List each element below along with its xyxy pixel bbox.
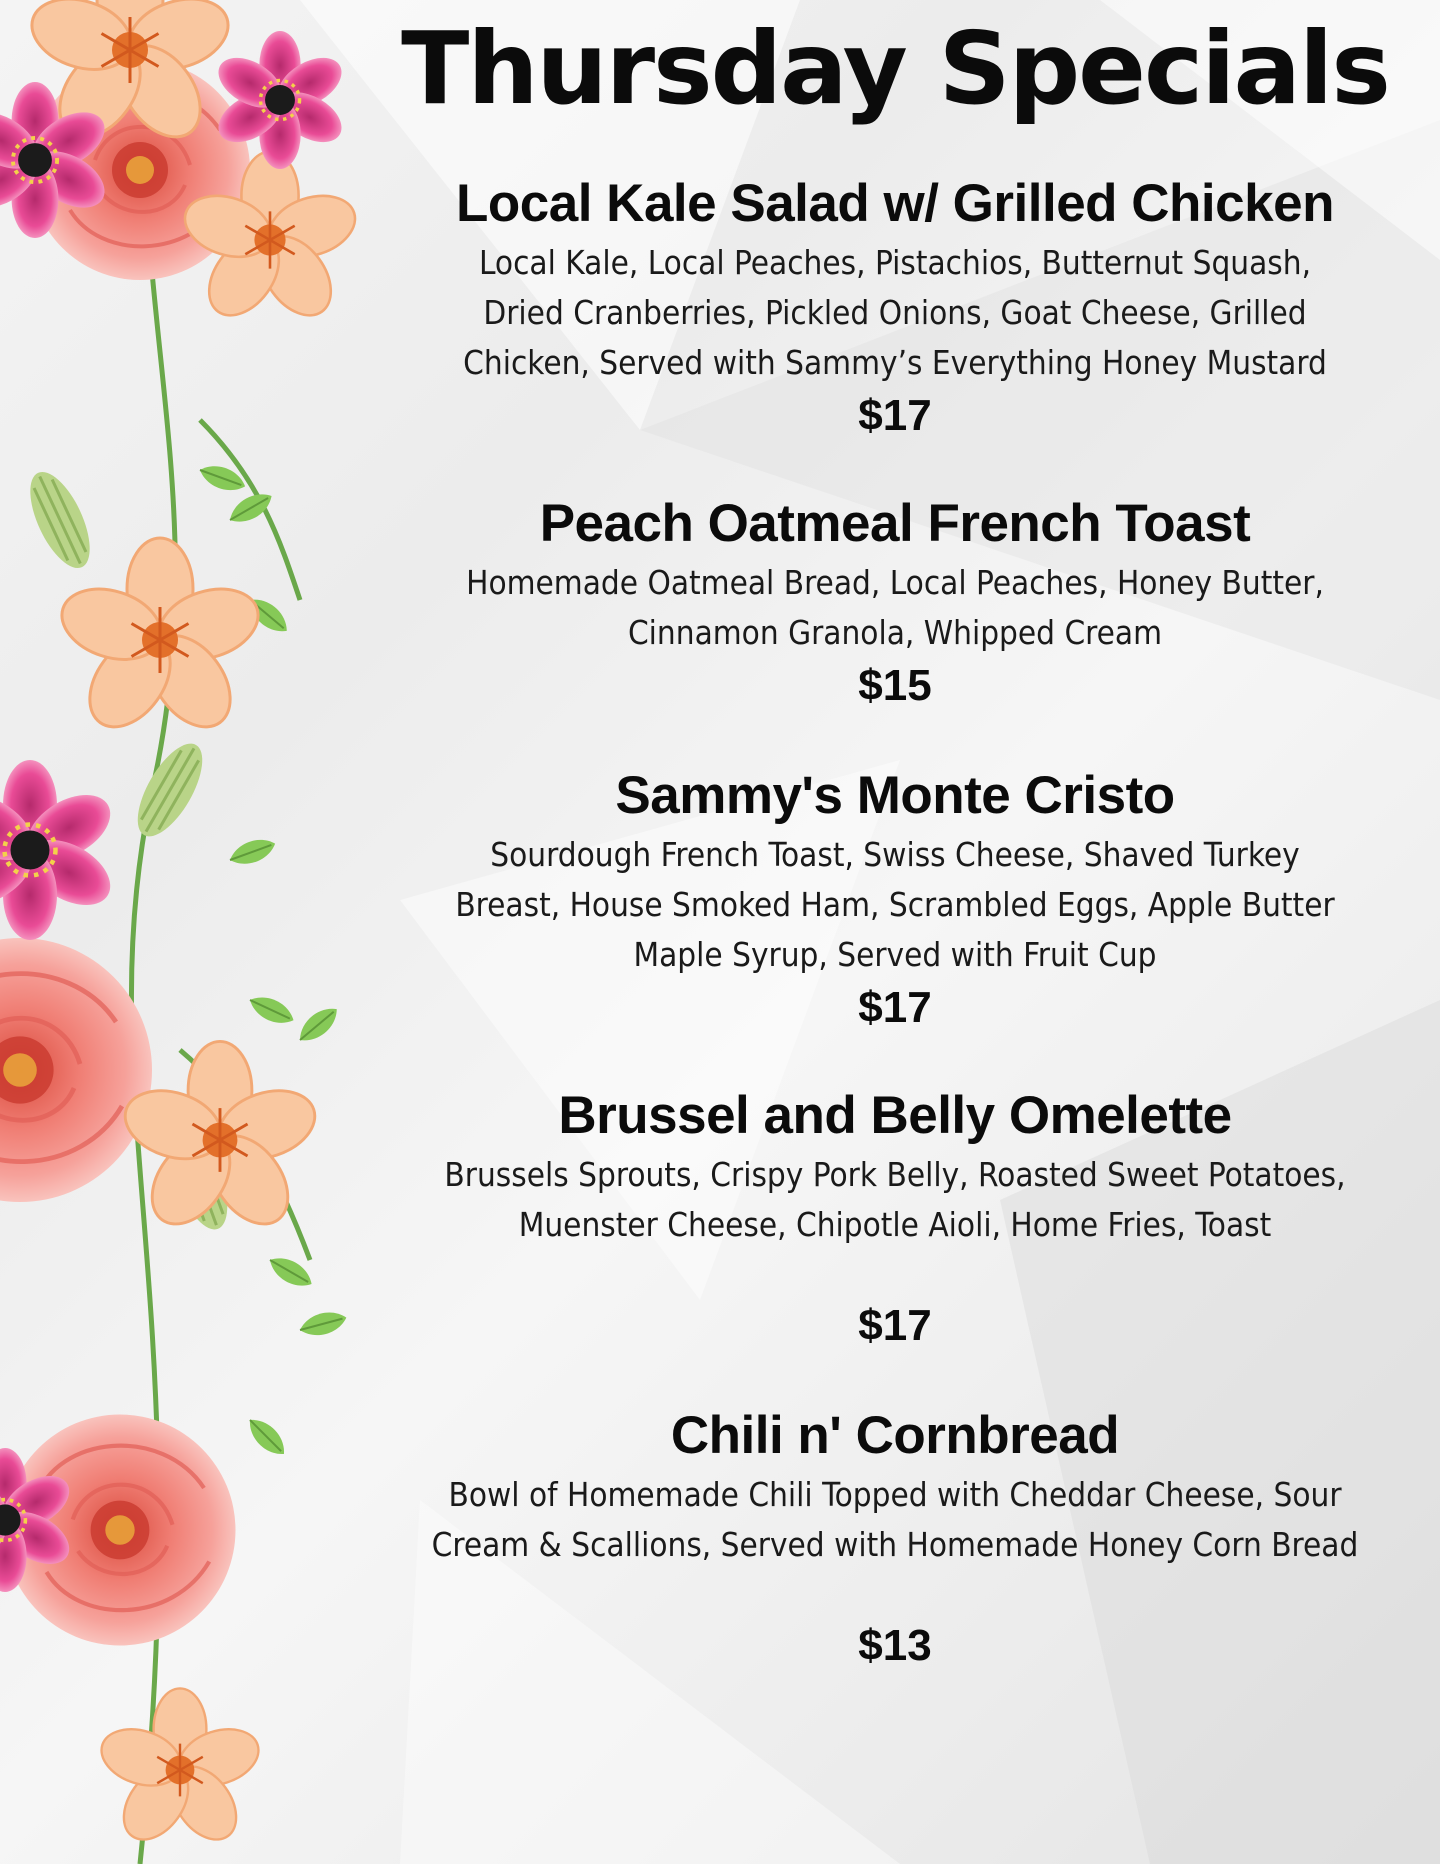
menu [395, 0, 1395, 1864]
menu-title: Thursday Specials [401, 10, 1389, 127]
item-description: Brussels Sprouts, Crispy Pork Belly, Roasted Sweet Potatoes, Muenster Cheese, Chipotle Aioli, Home Fries, Toast [444, 1155, 1346, 1244]
item-name: Brussel and Belly Omelette [558, 1086, 1232, 1145]
item-name: Sammy's Monte Cristo [615, 766, 1175, 825]
menu-item [395, 170, 1395, 444]
menu-item [395, 1082, 1395, 1354]
item-price: $17 [858, 1301, 932, 1350]
item-price: $17 [858, 983, 932, 1032]
item-description: Sourdough French Toast, Swiss Cheese, Shaved Turkey Breast, House Smoked Ham, Scrambled Eggs, Apple Butter Maple Syrup, Served with Fruit Cup [455, 835, 1335, 974]
item-name: Local Kale Salad w/ Grilled Chicken [456, 174, 1334, 233]
item-price: $13 [858, 1621, 932, 1670]
item-description: Bowl of Homemade Chili Topped with Cheddar Cheese, Sour Cream & Scallions, Served with Homemade Honey Corn Bread [431, 1475, 1359, 1564]
item-description: Local Kale, Local Peaches, Pistachios, Butternut Squash, Dried Cranberries, Pickled Onions, Goat Cheese, Grilled Chicken, Served with Sammy’s Everything Honey Mustard [463, 243, 1327, 382]
item-name: Peach Oatmeal French Toast [539, 494, 1251, 553]
menu-item [395, 490, 1395, 714]
menu-item [395, 1402, 1395, 1674]
item-name: Chili n' Cornbread [670, 1406, 1120, 1465]
item-price: $17 [858, 391, 932, 440]
floral-border [0, 0, 400, 1864]
item-description: Homemade Oatmeal Bread, Local Peaches, Honey Butter, Cinnamon Granola, Whipped Cream [466, 563, 1324, 652]
item-price: $15 [858, 661, 932, 710]
menu-item [395, 762, 1395, 1036]
